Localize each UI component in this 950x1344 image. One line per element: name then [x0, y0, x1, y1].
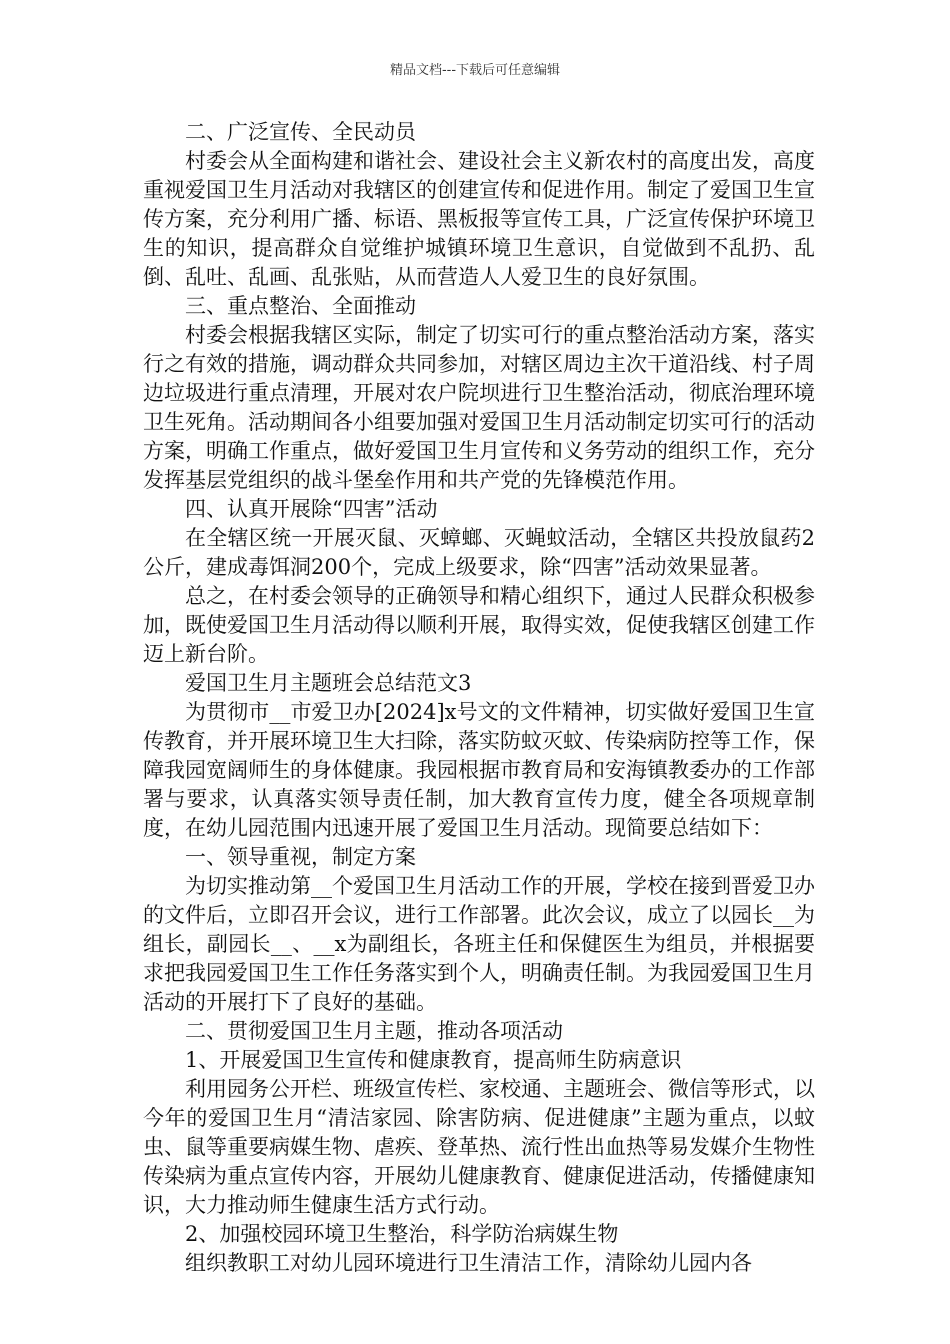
paragraph: 组织教职工对幼儿园环境进行卫生清洁工作，清除幼儿园内各	[185, 1251, 752, 1275]
article-title: 爱国卫生月主题班会总结范文3	[185, 671, 472, 695]
paragraph: 为贯彻市__市爱卫办[2024]x号文的文件精神，切实做好爱国卫生宣传教育，并开展环境卫生大扫除，落实防蚊灭蚊、传染病防控等工作，保障我园宽阔师生的身体健康。我园根据市教育局和安海镇教委办的工作部署与要求，认真落实领导责任制，加大教育宣传力度，健全各项规章制度，在幼儿园范围内迅速开展了爱国卫生月活动。现简要总结如下：	[143, 700, 815, 840]
paragraph: 利用园务公开栏、班级宣传栏、家校通、主题班会、微信等形式，以今年的爱国卫生月“清洁家园、除害防病、促进健康”主题为重点，以蚊虫、鼠等重要病媒生物、虐疾、登革热、流行性出血热等易发媒介生物性传染病为重点宣传内容，开展幼儿健康教育、健康促进活动，传播健康知识，大力推动师生健康生活方式行动。	[143, 1077, 815, 1217]
paragraph: 在全辖区统一开展灭鼠、灭蟑螂、灭蝇蚊活动，全辖区共投放鼠药2公斤，建成毒饵洞200个，完成上级要求，除“四害”活动效果显著。	[143, 526, 815, 579]
subsection-heading: 2、加强校园环境卫生整治，科学防治病媒生物	[185, 1222, 619, 1246]
paragraph: 总之，在村委会领导的正确领导和精心组织下，通过人民群众积极参加，既使爱国卫生月活动得以顺利开展，取得实效，促使我辖区创建工作迈上新台阶。	[143, 584, 815, 666]
paragraph: 村委会根据我辖区实际，制定了切实可行的重点整治活动方案，落实行之有效的措施，调动群众共同参加，对辖区周边主次干道沿线、村子周边垃圾进行重点清理，开展对农户院坝进行卫生整治活动，彻底治理环境卫生死角。活动期间各小组要加强对爱国卫生月活动制定切实可行的活动方案，明确工作重点，做好爱国卫生月宣传和义务劳动的组织工作，充分发挥基层党组织的战斗堡垒作用和共产党的先锋模范作用。	[143, 323, 815, 492]
page-header: 精品文档---下载后可任意编辑	[389, 63, 561, 78]
subsection-heading: 1、开展爱国卫生宣传和健康教育，提高师生防病意识	[185, 1048, 682, 1072]
paragraph: 为切实推动第__个爱国卫生月活动工作的开展，学校在接到晋爱卫办的文件后，立即召开会议，进行工作部署。此次会议，成立了以园长__为组长，副园长__、__x为副组长，各班主任和保健医生为组员，并根据要求把我园爱国卫生工作任务落实到个人，明确责任制。为我园爱国卫生月活动的开展打下了良好的基础。	[143, 874, 815, 1014]
section-heading: 二、贯彻爱国卫生月主题，推动各项活动	[185, 1019, 563, 1043]
section-heading: 四、认真开展除“四害”活动	[185, 497, 438, 521]
paragraph: 村委会从全面构建和谐社会、建设社会主义新农村的高度出发，高度重视爱国卫生月活动对我辖区的创建宣传和促进作用。制定了爱国卫生宣传方案，充分利用广播、标语、黑板报等宣传工具，广泛宣传保护环境卫生的知识，提高群众自觉维护城镇环境卫生意识，自觉做到不乱扔、乱倒、乱吐、乱画、乱张贴，从而营造人人爱卫生的良好氛围。	[143, 149, 815, 289]
section-heading: 一、领导重视，制定方案	[185, 845, 416, 869]
document-body	[143, 118, 815, 1278]
section-heading: 二、广泛宣传、全民动员	[185, 120, 416, 144]
section-heading: 三、重点整治、全面推动	[185, 294, 416, 318]
